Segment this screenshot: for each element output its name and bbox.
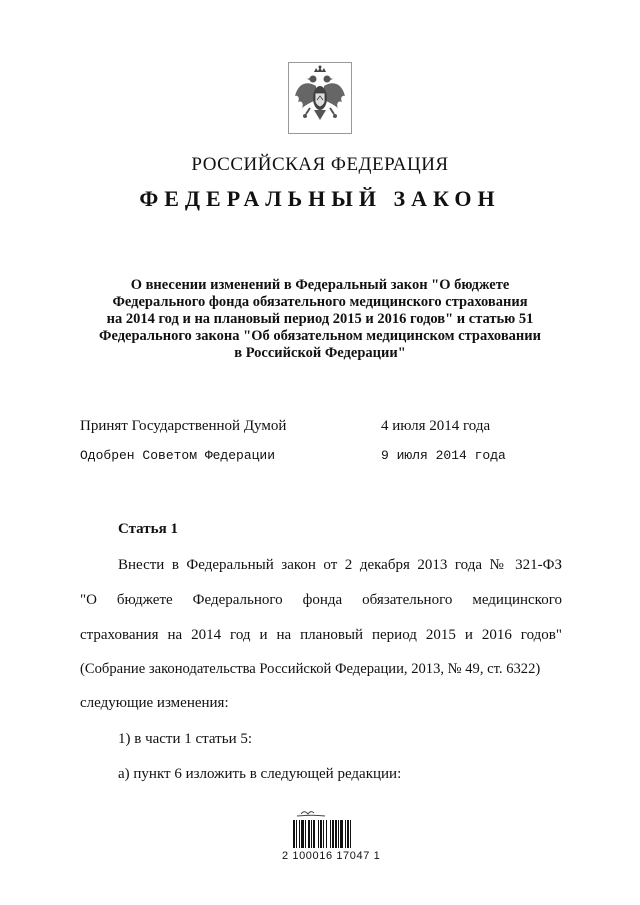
- barcode-bar: [311, 820, 312, 848]
- title-line: Федерального фонда обязательного медицинского страхования: [112, 294, 528, 310]
- title-line: Федерального закона "Об обязательном медицинском страховании: [99, 328, 541, 344]
- duma-adoption-label: Принят Государственной Думой: [80, 418, 287, 434]
- barcode-number: 2 100016 17047 1: [282, 850, 381, 862]
- article-line: страхования на 2014 год и на плановый период 2015 и 2016 годов": [80, 627, 562, 643]
- article-line: следующие изменения:: [80, 695, 229, 711]
- law-title: [60, 277, 580, 362]
- barcode-bar: [326, 820, 327, 848]
- barcode-bar: [338, 820, 339, 848]
- barcode-bar: [305, 820, 306, 848]
- barcode-icon: [283, 808, 363, 872]
- barcode-bar: [318, 820, 319, 848]
- coat-of-arms-icon: [288, 62, 352, 134]
- article-line: "О бюджете Федерального фонда обязательного медицинского: [80, 592, 562, 608]
- article-line: а) пункт 6 изложить в следующей редакции:: [118, 766, 402, 782]
- article-line: (Собрание законодательства Российской Федерации, 2013, № 49, ст. 6322): [80, 661, 541, 677]
- barcode-bar: [335, 820, 337, 848]
- duma-adoption-date: 4 июля 2014 года: [381, 418, 491, 434]
- barcode-bar: [296, 820, 297, 848]
- barcode-bar: [345, 820, 346, 848]
- title-line: О внесении изменений в Федеральный закон "О бюджете: [130, 277, 510, 293]
- article-line: Внести в Федеральный закон от 2 декабря 2013 года № 321-ФЗ: [118, 557, 562, 573]
- council-approval-date: 9 июля 2014 года: [381, 448, 506, 463]
- council-approval-label: Одобрен Советом Федерации: [80, 448, 276, 463]
- barcode-bar: [299, 820, 300, 848]
- barcode-bar: [340, 820, 343, 848]
- country-name: РОССИЙСКАЯ ФЕДЕРАЦИЯ: [191, 154, 449, 175]
- barcode-bar: [330, 820, 331, 848]
- barcode-bar: [350, 820, 351, 848]
- title-line: в Российской Федерации": [234, 345, 406, 361]
- barcode-bar: [332, 820, 334, 848]
- barcode-bar: [320, 820, 322, 848]
- document-type: ФЕДЕРАЛЬНЫЙ ЗАКОН: [139, 186, 501, 211]
- title-line: на 2014 год и на плановый период 2015 и 2016 годов" и статью 51: [106, 311, 534, 327]
- barcode-bar: [293, 820, 295, 848]
- barcode-bar: [308, 820, 310, 848]
- barcode-bar: [301, 820, 304, 848]
- article-line: 1) в части 1 статьи 5:: [118, 731, 253, 747]
- article-heading: Статья 1: [118, 521, 178, 537]
- barcode-bar: [323, 820, 324, 848]
- barcode-bar: [347, 820, 349, 848]
- barcode-bar: [313, 820, 315, 848]
